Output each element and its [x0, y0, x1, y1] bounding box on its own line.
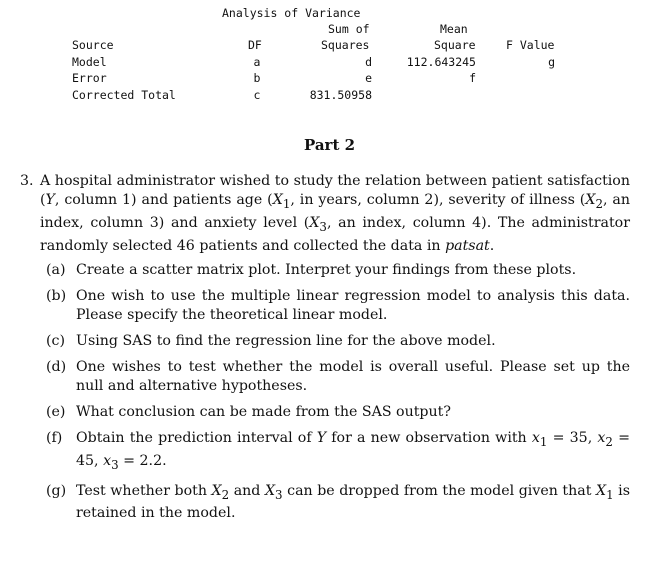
question-e: (e) What conclusion can be made from the SAS output?: [46, 404, 451, 420]
row-ms-error: f: [469, 71, 476, 85]
row-ss-error: e: [365, 71, 372, 85]
row-ms-model: 112.643245: [406, 55, 476, 69]
anova-title: Analysis of Variance: [222, 6, 361, 20]
problem-3: [20, 172, 630, 256]
header-f-value: F Value: [506, 38, 555, 52]
question-g: (g) Test whether both $X_2$ and $X_3$ can be dropped from the model given that $X_1$ is retained in the model.: [46, 482, 630, 522]
header-df: DF: [248, 38, 262, 52]
header-mean: Mean: [440, 22, 468, 36]
header-squares: Squares: [321, 38, 370, 52]
problem-number: 3.: [20, 173, 34, 189]
header-square: Square: [434, 38, 476, 52]
row-source-total: Corrected Total: [72, 88, 176, 102]
row-ss-model: d: [365, 55, 372, 69]
row-df-error: b: [253, 71, 261, 85]
sub-questions: [46, 261, 630, 530]
header-source: Source: [72, 38, 114, 52]
dataset-name: patsat: [445, 237, 490, 254]
row-source-error: Error: [72, 71, 107, 85]
row-f-model: g: [548, 55, 555, 69]
header-sum-of: Sum of: [328, 22, 370, 36]
question-b: (b) One wish to use the multiple linear regression model to analysis this data. Please specify the theoretical linear model.: [46, 288, 630, 323]
question-f: (f) Obtain the prediction interval of Y for a new observation with $x_1 = 35$, $x_2 = 45$, $x_3 = 2.2$.: [46, 430, 630, 472]
row-ss-total: 831.50958: [309, 88, 372, 102]
question-a: (a) Create a scatter matrix plot. Interpret your findings from these plots.: [46, 262, 577, 278]
question-c: (c) Using SAS to find the regression line for the above model.: [46, 333, 496, 349]
problem-text: A hospital administrator wished to study the relation between patient satisfaction (Y, column 1) and patients age ($X_1$, in years, column 2), severity of illness ($X_2$, an index, column 3) and anxiety level ($X_3$, an index, column 4). The administrator randomly selected 46 patients and collected the data in patsat.: [40, 173, 630, 254]
row-source-model: Model: [72, 55, 107, 69]
part-heading: Part 2: [303, 136, 356, 154]
row-df-model: a: [253, 55, 261, 69]
row-df-total: c: [253, 88, 261, 102]
anova-table: [0, 0, 659, 110]
question-d: (d) One wishes to test whether the model is overall useful. Please set up the null and alternative hypotheses.: [46, 359, 630, 394]
